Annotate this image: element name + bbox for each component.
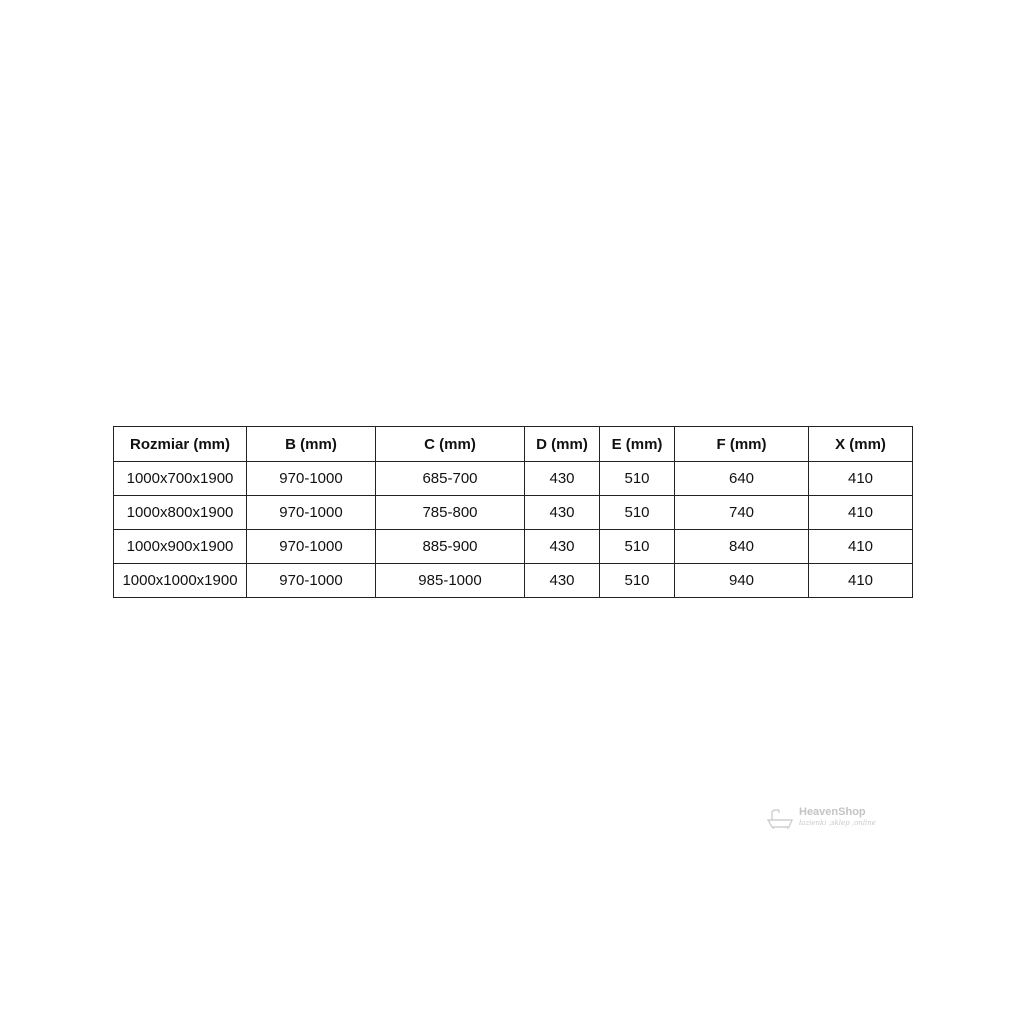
table-row: [114, 462, 913, 496]
cell-d: 430: [525, 530, 600, 564]
cell-f: 940: [675, 564, 809, 598]
cell-d: 430: [525, 496, 600, 530]
header-e: E (mm): [600, 427, 675, 462]
cell-b: 970-1000: [247, 564, 376, 598]
header-b: B (mm): [247, 427, 376, 462]
cell-size: 1000x900x1900: [114, 530, 247, 564]
watermark-name: HeavenShop: [799, 806, 866, 818]
cell-x: 410: [809, 564, 913, 598]
cell-size: 1000x800x1900: [114, 496, 247, 530]
heavenshop-watermark: [766, 806, 876, 832]
watermark-tagline: łazienki ,sklep ,online: [799, 819, 876, 827]
cell-e: 510: [600, 462, 675, 496]
header-c: C (mm): [376, 427, 525, 462]
cell-c: 985-1000: [376, 564, 525, 598]
cell-b: 970-1000: [247, 462, 376, 496]
cell-size: 1000x1000x1900: [114, 564, 247, 598]
cell-c: 885-900: [376, 530, 525, 564]
cell-e: 510: [600, 496, 675, 530]
cell-c: 685-700: [376, 462, 525, 496]
cell-x: 410: [809, 530, 913, 564]
table-row: [114, 496, 913, 530]
table-row: [114, 530, 913, 564]
cell-e: 510: [600, 564, 675, 598]
table-row: [114, 564, 913, 598]
cell-b: 970-1000: [247, 496, 376, 530]
dimensions-table: [113, 426, 913, 598]
cell-b: 970-1000: [247, 530, 376, 564]
cell-x: 410: [809, 496, 913, 530]
bathtub-icon: [766, 808, 796, 830]
cell-e: 510: [600, 530, 675, 564]
header-f: F (mm): [675, 427, 809, 462]
cell-d: 430: [525, 462, 600, 496]
table-header-row: [114, 427, 913, 462]
header-size: Rozmiar (mm): [114, 427, 247, 462]
cell-f: 840: [675, 530, 809, 564]
cell-size: 1000x700x1900: [114, 462, 247, 496]
cell-f: 740: [675, 496, 809, 530]
cell-f: 640: [675, 462, 809, 496]
cell-x: 410: [809, 462, 913, 496]
header-d: D (mm): [525, 427, 600, 462]
header-x: X (mm): [809, 427, 913, 462]
cell-c: 785-800: [376, 496, 525, 530]
cell-d: 430: [525, 564, 600, 598]
